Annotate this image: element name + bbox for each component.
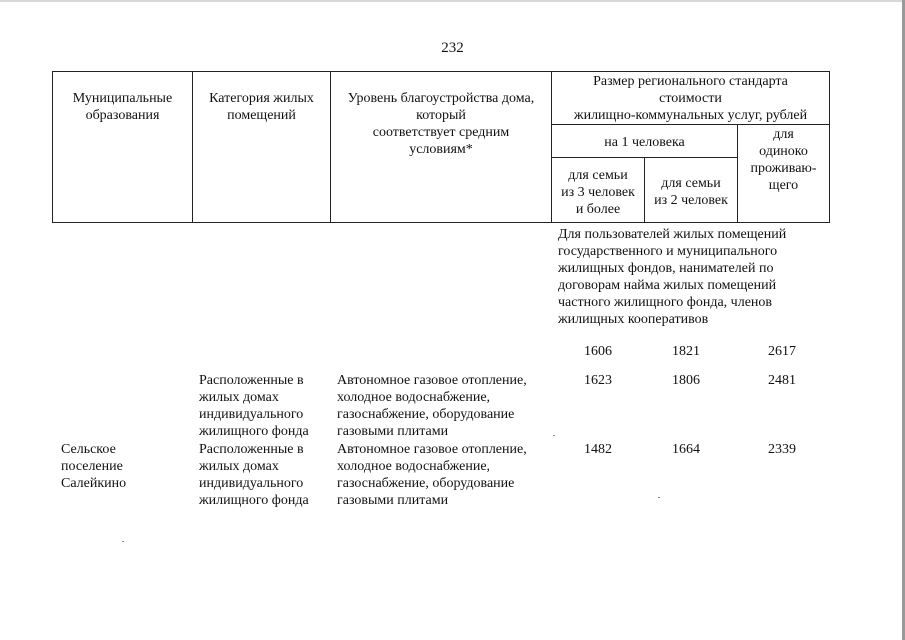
municipality-line: поселение	[61, 459, 123, 474]
level-line: Автономное газовое отопление,	[337, 373, 527, 388]
category-cell	[199, 441, 309, 509]
level-line: газовыми плитами	[337, 424, 449, 439]
header-family2-line: из 2 человек	[654, 193, 728, 208]
header-level	[331, 90, 551, 158]
header-group-line: жилищно-коммунальных услуг, рублей	[573, 108, 808, 123]
value-family2: 1664	[672, 442, 700, 457]
category-line: жилых домах	[199, 459, 279, 474]
value-family3: 1623	[584, 373, 612, 388]
value-single: 2617	[768, 344, 796, 359]
header-single-line: одиноко	[759, 144, 808, 159]
level-cell	[337, 372, 527, 440]
category-cell	[199, 372, 309, 440]
scan-speck	[553, 435, 555, 436]
category-line: индивидуального	[199, 476, 304, 491]
category-line: жилых домах	[199, 390, 279, 405]
category-line: Расположенные в	[199, 373, 304, 388]
header-family3-line: для семьи	[568, 168, 628, 183]
header-family3-line: из 3 человек	[561, 185, 635, 200]
level-line: газоснабжение, оборудование	[337, 407, 515, 422]
category-line: жилищного фонда	[199, 424, 309, 439]
header-level-line: условиям*	[409, 142, 473, 157]
header-family3	[552, 167, 644, 218]
header-per-person: на 1 человека	[604, 135, 685, 150]
group-divider	[551, 124, 830, 125]
header-family2	[645, 175, 737, 209]
category-line: жилищного фонда	[199, 493, 309, 508]
header-category-line: Категория жилых	[209, 91, 314, 106]
header-municipality-line: образования	[85, 108, 160, 123]
header-single	[738, 126, 829, 194]
value-single: 2481	[768, 373, 796, 388]
level-line: газоснабжение, оборудование	[337, 476, 515, 491]
header-municipality-line: Муниципальные	[72, 91, 173, 106]
level-line: Автономное газовое отопление,	[337, 442, 527, 457]
scan-speck	[122, 541, 124, 542]
section-note-line: частного жилищного фонда, членов	[558, 295, 773, 310]
level-line: холодное водоснабжение,	[337, 459, 491, 474]
vline-right	[829, 71, 830, 223]
page-number: 232	[441, 40, 464, 56]
value-single: 2339	[768, 442, 796, 457]
header-group-line: Размер регионального стандарта	[593, 74, 788, 89]
header-single-line: проживаю-	[750, 161, 817, 176]
section-note	[558, 226, 786, 328]
section-note-line: государственного и муниципального	[558, 244, 778, 259]
scan-speck	[658, 497, 660, 498]
header-top-border	[52, 71, 830, 72]
header-level-line: Уровень благоустройства дома,	[347, 91, 535, 106]
header-level-line: который	[416, 108, 466, 123]
value-family2: 1806	[672, 373, 700, 388]
header-single-line: для	[773, 127, 794, 142]
header-group	[552, 73, 829, 124]
category-line: Расположенные в	[199, 442, 304, 457]
value-family3: 1606	[584, 344, 612, 359]
level-line: газовыми плитами	[337, 493, 449, 508]
value-family3: 1482	[584, 442, 612, 457]
category-line: индивидуального	[199, 407, 304, 422]
header-bottom-border	[52, 222, 830, 223]
header-single-line: щего	[768, 178, 799, 193]
municipality-line: Салейкино	[61, 476, 127, 491]
section-note-line: Для пользователей жилых помещений	[558, 227, 787, 242]
level-line: холодное водоснабжение,	[337, 390, 491, 405]
section-note-line: жилищных фондов, нанимателей по	[558, 261, 774, 276]
section-note-line: договорам найма жилых помещений	[558, 278, 777, 293]
header-category	[193, 90, 330, 124]
scan-top-edge	[0, 0, 905, 2]
value-family2: 1821	[672, 344, 700, 359]
header-group-line: стоимости	[659, 91, 722, 106]
section-note-line: жилищных кооперативов	[558, 312, 709, 327]
header-category-line: помещений	[227, 108, 296, 123]
municipality-line: Сельское	[61, 442, 116, 457]
header-family3-line: и более	[575, 202, 621, 217]
municipality-cell	[61, 441, 126, 492]
header-municipality	[53, 90, 192, 124]
header-family2-line: для семьи	[661, 176, 721, 191]
header-level-line: соответствует средним	[372, 125, 510, 140]
level-cell	[337, 441, 527, 509]
